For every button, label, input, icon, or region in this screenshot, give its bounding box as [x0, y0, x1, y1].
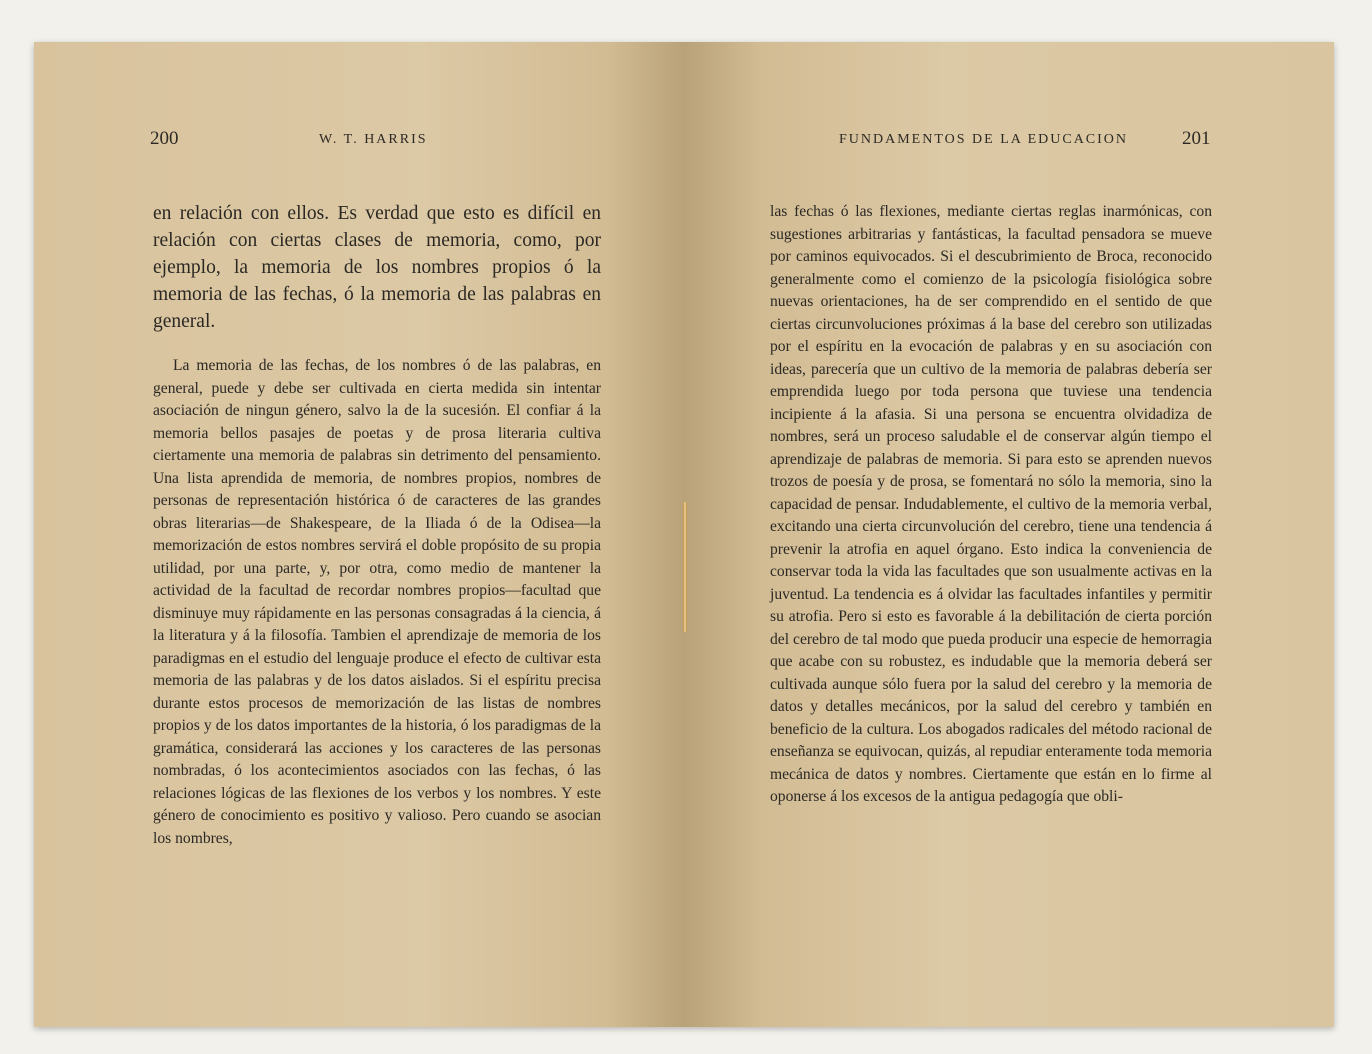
page-number-left: 200: [150, 128, 179, 149]
page-number-right: 201: [1182, 128, 1211, 149]
right-body-text: las fechas ó las flexiones, mediante ciertas reglas inarmónicas, con sugestiones arbitrarias y fantásticas, la facultad pensadora se mueve por caminos equivocados. Si el descubrimiento de Broca, reconocido generalmente como el comienzo de la psicología fisiológica sobre nuevas orientaciones, ha de ser comprendido en el sentido de que ciertas circunvoluciones próximas á la base del cerebro son utilizadas por el espíritu en la evocación de palabras y en su asociación con ideas, parecería que un cultivo de la memoria de palabras debería ser emprendida luego por toda persona que tuviese una tendencia incipiente á la afasia. Si una persona se encuentra olvidadiza de nombres, será un proceso saludable el de conservar algún tiempo el aprendizaje de palabras de memoria. Si para esto se aprenden nuevos trozos de poesía y de prosa, se fomentará no sólo la memoria, sino la capacidad de pensar. Indudablemente, el cultivo de la memoria verbal, excitando una cierta circunvolución del cerebro, tiene una tendencia á prevenir la atrofia en aquel órgano. Esto indica la conveniencia de conservar toda la vida las facultades que son usualmente activas en la juventud. La tendencia es á olvidar las facultades infantiles y permitir su atrofia. Pero si esto es favorable á la debilitación de cierta porción del cerebro de tal modo que pueda producir una especie de hemorragia que acabe con su robustez, es indudable que la memoria deberá ser cultivada aunque sólo fuera por la salud del cerebro y la memoria de datos y detalles mecánicos, por la salud del cerebro y también en beneficio de la cultura. Los abogados radicales del método racional de enseñanza se equivocan, quizás, al repudiar enteramente toda memoria mecánica de datos y nombres. Ciertamente que están en lo firme al oponerse á los excesos de la antigua pedagogía que obli-: [770, 203, 1212, 805]
opening-paragraph-text: en relación con ellos. Es verdad que esto es difícil en relación con ciertas clases de memoria, como, por ejemplo, la memoria de los nombres propios ó la memoria de las fechas, ó la memoria de las palabras en general.: [153, 203, 601, 332]
binding-thread: [683, 502, 687, 632]
opening-paragraph: [153, 200, 601, 335]
left-body-text: La memoria de las fechas, de los nombres ó de las palabras, en general, puede y debe ser cultivada en cierta medida sin intentar asociación de ningun género, salvo la de la sucesión. El confiar á la memoria bellos pasajes de poetas y de prosa literaria cultiva ciertamente una memoria de palabras sin detrimento del pensamiento. Una lista aprendida de memoria, de nombres propios, nombres de personas de representación histórica ó de caracteres de las grandes obras literarias—de Shakespeare, de la Iliada ó de la Odisea—la memorización de estos nombres servirá el doble propósito de su propia utilidad, por una parte, y, por otra, como medio de mantener la actividad de la facultad de recordar nombres propios—facultad que disminuye muy rápidamente en las personas consagradas á la ciencia, á la literatura y á la filosofía. Tambien el aprendizaje de memoria de los paradigmas en el estudio del lenguaje produce el efecto de cultivar esta memoria de las palabras y de los datos aislados. Si el espíritu precisa durante estos procesos de memorización de las listas de nombres propios y de los datos importantes de la historia, ó los paradigmas de la gramática, considerará las acciones y los caracteres de las personas nombradas, ó los acontecimientos asociados con las fechas, ó las relaciones lógicas de las flexiones de los verbos y los nombres. Y este género de conocimiento es positivo y valioso. Pero cuando se asocian los nombres,: [153, 357, 601, 847]
running-head-author: W. T. HARRIS: [319, 132, 428, 147]
left-body-paragraph: [153, 355, 601, 850]
running-head-title: FUNDAMENTOS DE LA EDUCACION: [839, 132, 1129, 147]
left-page: [34, 42, 684, 1027]
open-book: [34, 42, 1334, 1027]
right-body-paragraph: [770, 201, 1212, 809]
